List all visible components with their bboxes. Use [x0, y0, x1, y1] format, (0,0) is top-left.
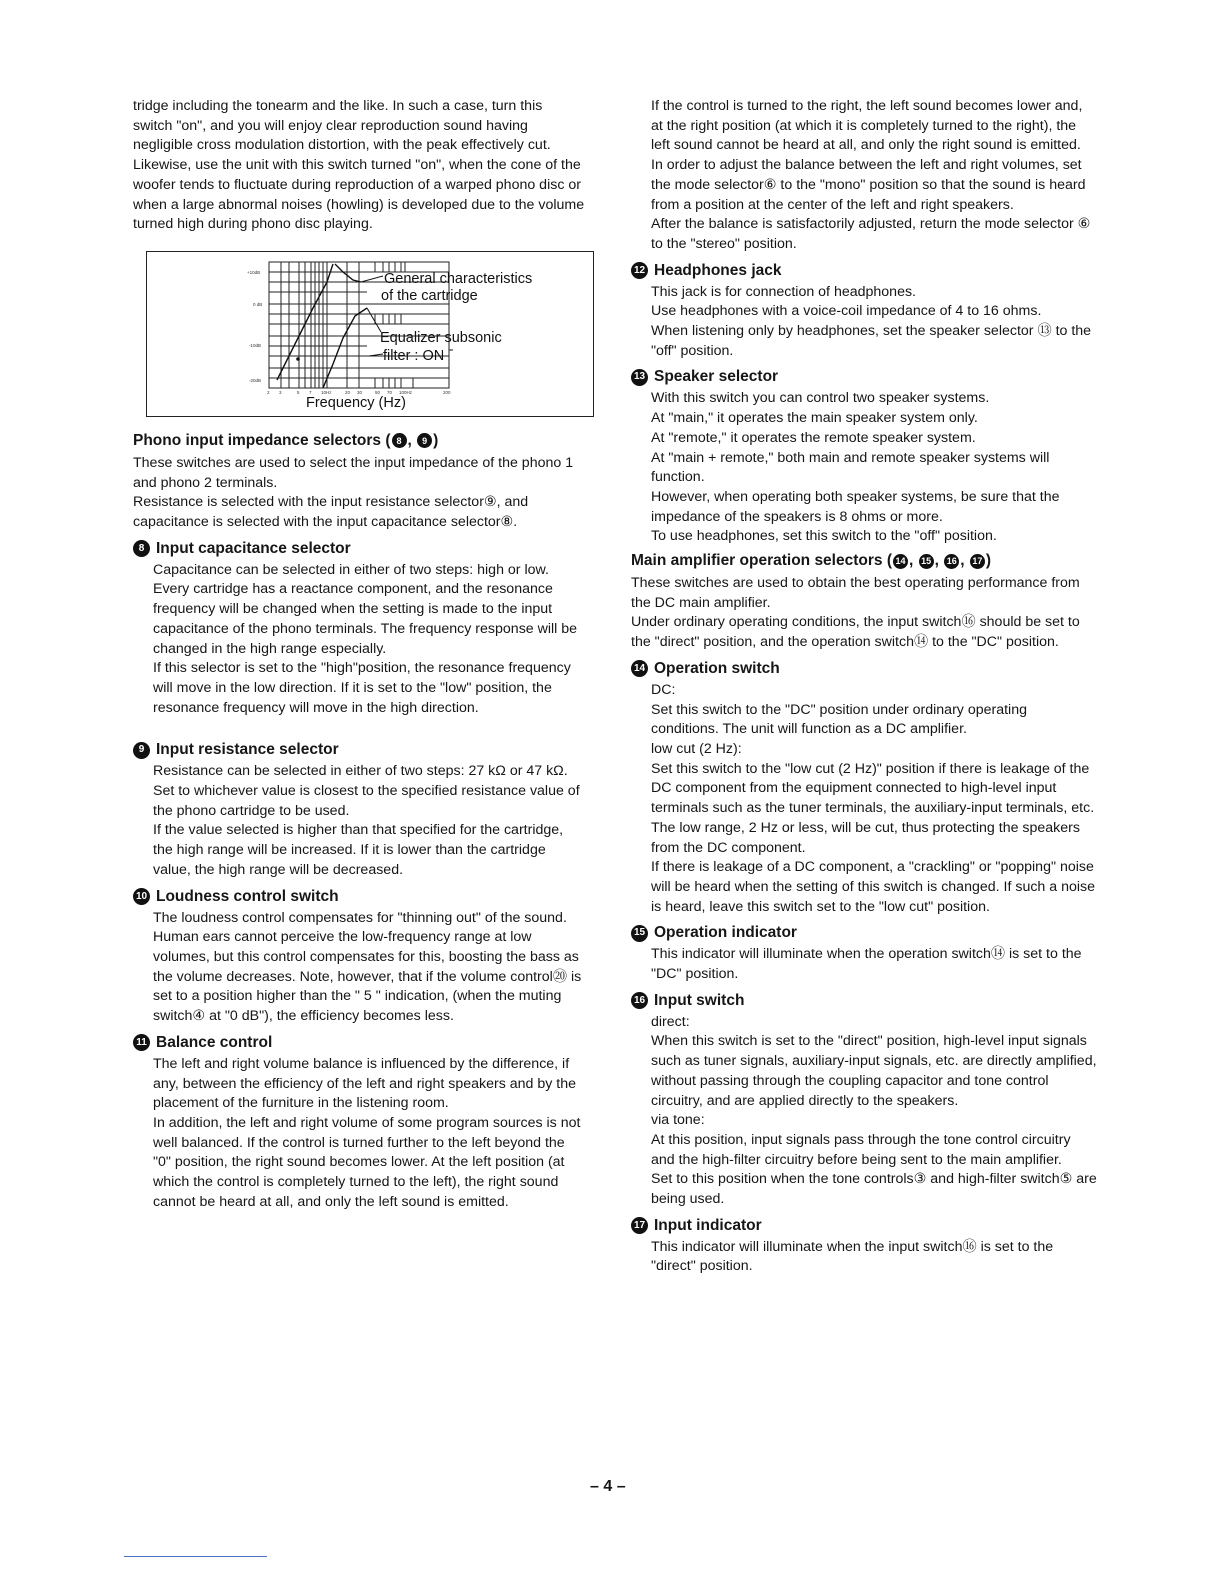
ref-badge: 8	[392, 433, 407, 448]
ref-badge: 14	[893, 554, 908, 569]
input-capacitance-body	[133, 561, 585, 719]
frequency-response-graph	[147, 252, 593, 416]
main-amplifier-heading: Main amplifier operation selectors ( 14 , 15 , 16 , 17 )	[631, 552, 992, 570]
body-paragraph: Set this switch to the "DC" position under ordinary operating conditions. The unit will function as a DC amplifier.	[651, 701, 1027, 738]
section-number-badge: 13	[631, 369, 648, 386]
body-paragraph: The loudness control compensates for "thinning out" of the sound. Human ears cannot perceive the low-frequency range at low volumes, but this control compensates for this, boosting the bass as the volume decreases. Note, however, that if the volume control⑳ is set to a position higher than the " 5 " indication, (when the muting switch④ at "0 dB"), the efficiency becomes less.	[153, 909, 582, 1025]
body-paragraph: This indicator will illuminate when the operation switch⑭ is set to the "DC" position.	[651, 946, 1082, 983]
body-paragraph: via tone:	[651, 1112, 705, 1129]
main-amplifier-paragraph: Under ordinary operating conditions, the input switch⑯ should be set to the "direct" position, and the operation switch⑭ to the "DC" position.	[631, 614, 1080, 651]
phono-impedance-heading: Phono input impedance selectors ( 8 , 9 )	[133, 431, 439, 449]
x-tick-label: 7	[309, 389, 312, 395]
body-paragraph: To use headphones, set this switch to the "off" position.	[651, 528, 997, 545]
speaker-selector-body	[631, 389, 1097, 547]
body-paragraph: Set to whichever value is closest to the specified resistance value of the phono cartridge to be used.	[153, 783, 580, 819]
figure-label: filter : ON	[383, 347, 445, 364]
x-tick-label: 2	[267, 389, 270, 395]
section-number-badge: 15	[631, 925, 648, 942]
body-paragraph: At "remote," it operates the remote speaker system.	[651, 429, 976, 446]
body-paragraph: After the balance is satisfactorily adjusted, return the mode selector ⑥ to the "stereo" position.	[651, 216, 1091, 252]
main-amplifier-paragraph: These switches are used to obtain the best operating performance from the DC main amplifier.	[631, 575, 1080, 611]
body-paragraph: The low range, 2 Hz or less, will be cut, thus protecting the speakers from the DC component.	[651, 819, 1080, 856]
leader-line	[367, 308, 381, 332]
phono-paragraph: These switches are used to select the input impedance of the phono 1 and phono 2 terminals.	[133, 454, 574, 491]
body-paragraph: Resistance can be selected in either of two steps: 27 kΩ or 47 kΩ.	[153, 763, 568, 780]
body-paragraph: In order to adjust the balance between the left and right volumes, set the mode selector⑥ to the "mono" position so that the sound is heard from a position at the center of the left and right speakers.	[651, 157, 1086, 213]
y-tick-label: +10dB	[247, 269, 261, 275]
frequency-response-figure	[146, 251, 594, 417]
graph-dot	[296, 357, 300, 361]
input-resistance-body	[133, 762, 585, 880]
headphones-body	[631, 283, 1097, 362]
body-paragraph: If the control is turned to the right, the left sound becomes lower and, at the right position (at which it is completely turned to the right), the left sound cannot be heard at all, and only the right sound is emitted.	[651, 98, 1083, 154]
y-tick-label: 0 dB	[253, 301, 263, 307]
input-switch-body	[631, 1013, 1097, 1210]
figure-xlabel: Frequency (Hz)	[306, 394, 406, 411]
figure-label: General characteristics	[384, 270, 533, 287]
intro-paragraph: tridge including the tonearm and the like. In such a case, turn this switch "on", and you will enjoy clear reproduction sound having negligible cross modulation distortion, with the peak effectively cut.	[133, 98, 551, 154]
footer-rule	[124, 1556, 267, 1557]
body-paragraph: However, when operating both speaker systems, be sure that the impedance of the speakers is 8 ohms or more.	[651, 488, 1060, 525]
section-number-badge: 16	[631, 992, 648, 1009]
loudness-body	[133, 909, 585, 1027]
body-paragraph: Set to this position when the tone controls③ and high-filter switch⑤ are being used.	[651, 1171, 1097, 1208]
operation-switch-heading: 14 Operation switch	[631, 659, 1097, 679]
section-number-badge: 14	[631, 660, 648, 677]
body-paragraph: At "main + remote," both main and remote speaker systems will function.	[651, 449, 1050, 486]
section-number-badge: 8	[133, 540, 150, 557]
body-paragraph: If the value selected is higher than that specified for the cartridge, the high range will be increased. If it is lower than the cartridge value, the high range will be decreased.	[153, 822, 564, 878]
body-paragraph: low cut (2 Hz):	[651, 740, 742, 757]
figure-label: Equalizer subsonic	[380, 329, 502, 346]
body-paragraph: When listening only by headphones, set the speaker selector ⑬ to the "off" position.	[651, 323, 1092, 359]
cartridge-rolloff-curve	[335, 264, 361, 282]
x-tick-label: 20	[345, 389, 351, 395]
body-paragraph: This indicator will illuminate when the input switch⑯ is set to the "direct" position.	[651, 1238, 1054, 1275]
body-paragraph: When this switch is set to the "direct" position, high-level input signals such as tuner signals, auxiliary-input signals, etc. are directly amplified, without passing through the coupling capacitor and tone control circuitry, and are applied directly to the speakers.	[651, 1033, 1097, 1109]
intro-paragraph: Likewise, use the unit with this switch turned "on", when the cone of the woofer tends to fluctuate during reproduction of a warped phono disc or when a large abnormal noises (howling) is developed due to the volume turned high during phono disc playing.	[133, 157, 585, 233]
x-tick-label: 30	[357, 389, 363, 395]
body-paragraph: The left and right volume balance is influenced by the difference, if any, between the efficiency of the left and right speakers and by the placement of the furniture in the listening room.	[153, 1055, 577, 1112]
operation-indicator-body	[631, 945, 1097, 984]
section-number-badge: 12	[631, 262, 648, 279]
section-number-badge: 10	[133, 888, 150, 905]
body-paragraph: With this switch you can control two speaker systems.	[651, 390, 990, 407]
section-number-badge: 17	[631, 1217, 648, 1234]
body-paragraph: This jack is for connection of headphones.	[651, 283, 916, 300]
body-paragraph: If this selector is set to the "high"position, the resonance frequency will move in the low direction. If it is set to the "low" position, the resonance frequency will move in the high direction.	[153, 660, 571, 716]
right-column	[631, 97, 1097, 1277]
x-tick-label: 10Hz	[321, 389, 332, 395]
input-capacitance-heading: 8 Input capacitance selector	[133, 539, 585, 559]
ref-badge: 17	[970, 554, 985, 569]
x-tick-label: 70	[387, 389, 393, 395]
operation-indicator-heading: 15 Operation indicator	[631, 923, 1097, 943]
section-number-badge: 11	[133, 1034, 150, 1051]
body-paragraph: Capacitance can be selected in either of two steps: high or low.	[153, 561, 549, 578]
body-paragraph: Use headphones with a voice-coil impedance of 4 to 16 ohms.	[651, 303, 1042, 320]
body-paragraph: direct:	[651, 1013, 690, 1030]
x-tick-label: 100Hz	[399, 389, 413, 395]
ref-badge: 9	[417, 433, 432, 448]
y-tick-label: -10dB	[249, 342, 262, 348]
body-paragraph: In addition, the left and right volume of some program sources is not well balanced. If the control is turned further to the left beyond the "0" position, the right sound becomes lower. At the left position (at which the control is completely turned to the left), the right sound cannot be heard at all, and only the left sound is emitted.	[153, 1114, 581, 1210]
subsonic-filter-curve	[323, 308, 367, 388]
ref-badge: 16	[944, 554, 959, 569]
input-indicator-body	[631, 1238, 1097, 1277]
balance-body	[133, 1055, 585, 1213]
body-paragraph: At this position, input signals pass through the tone control circuitry and the high-filter circuitry before being sent to the main amplifier.	[651, 1131, 1071, 1168]
x-tick-label: 5	[297, 389, 300, 395]
x-tick-label: 200	[443, 389, 451, 395]
operation-switch-body	[631, 681, 1097, 917]
body-paragraph: Every cartridge has a reactance component, and the resonance frequency will be changed when the setting is made to the input capacitance of the phono terminals. The frequency response will be changed in the high range especially.	[153, 581, 578, 657]
figure-label: of the cartridge	[381, 287, 478, 304]
page-number: – 4 –	[590, 1478, 626, 1495]
speaker-selector-heading: 13 Speaker selector	[631, 367, 1097, 387]
headphones-heading: 12 Headphones jack	[631, 261, 1097, 281]
ref-badge: 15	[919, 554, 934, 569]
x-tick-label: 3	[279, 389, 282, 395]
input-switch-heading: 16 Input switch	[631, 991, 1097, 1011]
balance-heading: 11 Balance control	[133, 1033, 585, 1053]
input-resistance-heading: 9 Input resistance selector	[133, 740, 585, 760]
y-tick-label: -20dB	[249, 377, 262, 383]
left-column	[133, 97, 585, 1212]
loudness-heading: 10 Loudness control switch	[133, 887, 585, 907]
section-number-badge: 9	[133, 742, 150, 759]
leader-line	[361, 276, 383, 282]
balance-continued	[631, 97, 1097, 255]
body-paragraph: If there is leakage of a DC component, a "crackling" or "popping" noise will be heard when the setting of this switch is changed. If such a noise is heard, leave this switch set to the "low cut" position.	[651, 859, 1096, 915]
input-indicator-heading: 17 Input indicator	[631, 1216, 1097, 1236]
body-paragraph: DC:	[651, 681, 676, 698]
body-paragraph: At "main," it operates the main speaker system only.	[651, 410, 978, 427]
x-tick-label: 50	[375, 389, 381, 395]
phono-paragraph: Resistance is selected with the input resistance selector⑨, and capacitance is selected with the input capacitance selector⑧.	[133, 494, 529, 531]
body-paragraph: Set this switch to the "low cut (2 Hz)" position if there is leakage of the DC component from the equipment connected to high-level input terminals such as the tuner terminals, the auxiliary-input terminals, etc.	[651, 760, 1095, 817]
